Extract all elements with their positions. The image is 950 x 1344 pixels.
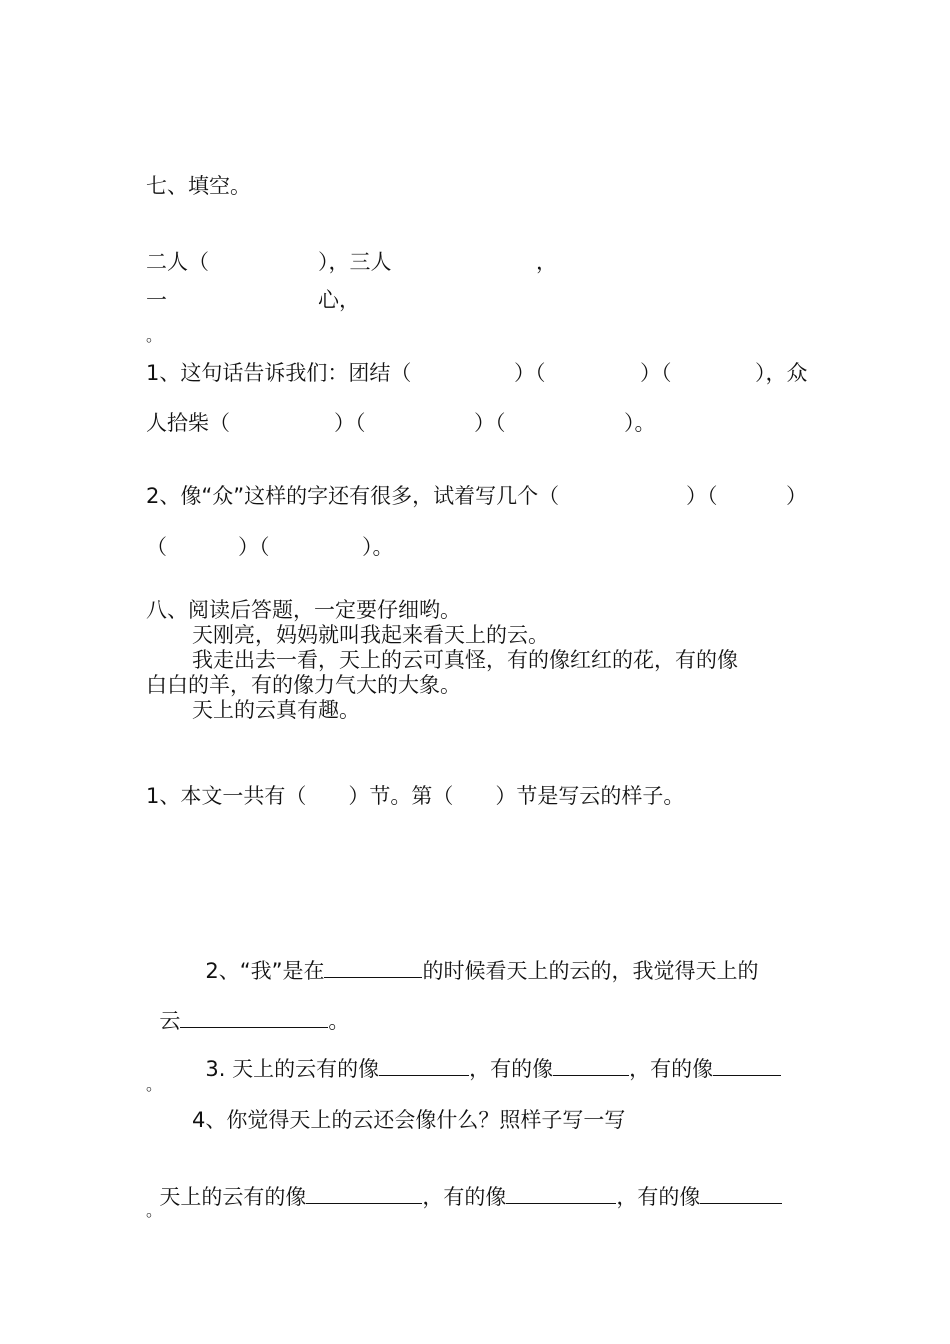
reading-q4-title: 4、你觉得天上的云还会像什么？照样子写一写 bbox=[192, 1108, 626, 1132]
reading-para-2b: 白白的羊，有的像力气大的大象。 bbox=[146, 673, 461, 697]
reading-q3-a: 3. 天上的云有的像 bbox=[205, 1057, 380, 1081]
idiom-one: 一 bbox=[146, 288, 167, 312]
idiom-heart: 心， bbox=[318, 288, 360, 312]
q3-blank-1[interactable] bbox=[379, 1055, 469, 1076]
q1-paren-3: ），众 bbox=[755, 361, 808, 385]
reading-q4-end: 。 bbox=[146, 1201, 163, 1220]
reading-q2-b: 的时候看天上的云的，我觉得天上的 bbox=[422, 959, 759, 983]
reading-q2-a: 2、“我”是在 bbox=[205, 959, 325, 983]
q3-blank-3[interactable] bbox=[713, 1055, 781, 1076]
q3-blank-2[interactable] bbox=[553, 1055, 629, 1076]
reading-q3-line bbox=[192, 1034, 781, 1080]
reading-q3-b: ，有的像 bbox=[469, 1057, 554, 1081]
reading-q4-b: ，有的像 bbox=[422, 1185, 507, 1209]
q1-paren-2: ）（ bbox=[640, 361, 672, 385]
idiom-three-people: ），三人 bbox=[318, 250, 392, 274]
q1-l2-paren-2: ）（ bbox=[474, 411, 506, 435]
reading-q2-c: 云 bbox=[159, 1009, 181, 1033]
reading-para-1: 天刚亮，妈妈就叫我起来看天上的云。 bbox=[192, 623, 549, 647]
q2-text: 2、像“众”这样的字还有很多，试着写几个（ bbox=[146, 484, 560, 508]
q1-paren-1: ）（ bbox=[514, 361, 546, 385]
idiom-comma: ， bbox=[536, 250, 557, 274]
q4-blank-2[interactable] bbox=[506, 1183, 616, 1204]
reading-q1: 1、本文一共有（ ）节。第（ ）节是写云的样子。 bbox=[146, 784, 685, 808]
reading-para-3: 天上的云真有趣。 bbox=[192, 698, 360, 722]
q2-line2-open: （ bbox=[146, 535, 167, 559]
q1-l2-paren-1: ）（ bbox=[334, 411, 366, 435]
reading-q2-d: 。 bbox=[328, 1009, 350, 1033]
reading-para-2a: 我走出去一看，天上的云可真怪，有的像红红的花，有的像 bbox=[192, 648, 738, 672]
q1-l2-paren-3: ）。 bbox=[624, 411, 656, 435]
reading-q3-end: 。 bbox=[146, 1075, 163, 1094]
q2-l2-paren-1: ）（ bbox=[238, 535, 270, 559]
reading-q4-c: ，有的像 bbox=[616, 1185, 701, 1209]
q4-blank-1[interactable] bbox=[306, 1183, 422, 1204]
idiom-period: 。 bbox=[146, 326, 163, 345]
q1-text: 1、这句话告诉我们：团结（ bbox=[146, 361, 412, 385]
idiom-two-people: 二人（ bbox=[146, 250, 209, 274]
q2-l2-paren-2: ）。 bbox=[362, 535, 394, 559]
reading-q3-c: ，有的像 bbox=[629, 1057, 714, 1081]
reading-q4-a: 天上的云有的像 bbox=[159, 1185, 307, 1209]
reading-q2-line2 bbox=[146, 986, 349, 1032]
reading-q4-line bbox=[146, 1162, 782, 1208]
section-8-title: 八、阅读后答题，一定要仔细哟。 bbox=[146, 598, 461, 622]
q2-paren-1: ）（ bbox=[686, 484, 718, 508]
q1-line2: 人拾柴（ bbox=[146, 411, 230, 435]
q2-blank-2[interactable] bbox=[180, 1007, 328, 1028]
q2-paren-2: ） bbox=[786, 484, 807, 508]
reading-q2-line1 bbox=[192, 936, 758, 982]
q2-blank-1[interactable] bbox=[324, 957, 422, 978]
section-7-title: 七、填空。 bbox=[146, 174, 251, 198]
q4-blank-3[interactable] bbox=[700, 1183, 782, 1204]
